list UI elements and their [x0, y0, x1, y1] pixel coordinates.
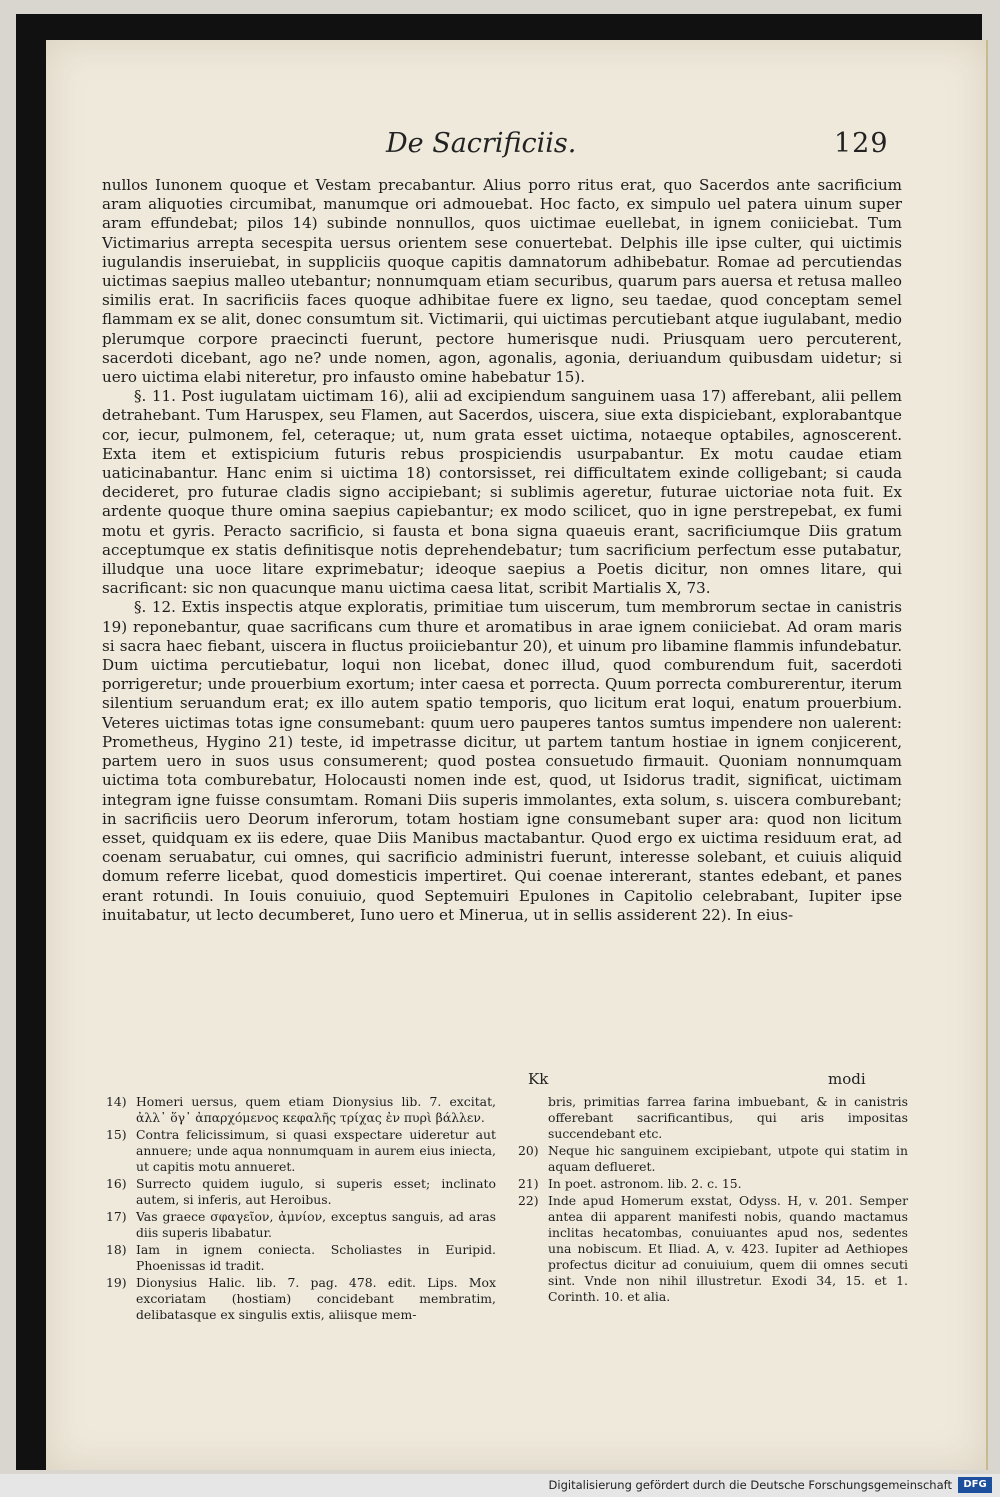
footnote-text: Homeri uersus, quem etiam Dionysius lib. 7. excitat, ἀλλ᾽ ὅγ᾽ ἀπαρχόμενος κεφαλῆς τρίχας ἐν πυρὶ βάλλεν.: [136, 1094, 496, 1125]
footnote: [106, 1209, 496, 1241]
footnote-text: Contra felicissimum, si quasi exspectare uideretur aut annuere; unde aqua nonnumquam in aurem eius iniecta, ut capitis motu annueret.: [136, 1127, 496, 1174]
paragraph-1: nullos Iunonem quoque et Vestam precabantur. Alius porro ritus erat, quo Sacerdos ante sacrificium aram aliquoties circumibat, manumque ori admouebat. Hoc facto, ex simpulo uel patera uinum super aram effundebat; pilos 14) subinde nonnullos, quos uictimae euellebat, in ignem coniiciebat. Tum Victimarius arrepta secespita uersus orientem sese conuertebat. Delphis ille ipse culter, qui uictimis iugulandis inseruiebat, in suppliciis quoque capitis damnatorum adhibebatur. Romae ad percutiendas uictimas saepius malleo utebantur; nonnumquam etiam securibus, quarum pars auersa et retusa malleo similis erat. In sacrificiis faces quoque adhibitae fuere ex ligno, seu taedae, quod conceptam semel flammam ex se alit, donec consumtum sit. Victimarii, qui uictimas percutiebant atque iugulabant, medio plerumque corpore praecincti fuerunt, pectore humerisque nudi. Priusquam uero percuterent, sacerdoti dicebant, ago ne? unde nomen, agon, agonalis, agonia, deriuandum quibusdam uidetur; si uero uictima elabi niteretur, pro infausto omine habebatur 15).: [102, 176, 902, 387]
dfg-logo-icon: DFG: [958, 1477, 992, 1493]
scan-frame: [16, 14, 982, 1470]
footnote-text: bris, primitias farrea farina imbuebant, & in canistris offerebant sacrificantibus, qui aris impositas succendebant etc.: [548, 1094, 908, 1141]
footnote: [518, 1094, 908, 1142]
running-header: [46, 128, 986, 168]
footnote: [518, 1193, 908, 1305]
footnote-number: [518, 1094, 548, 1142]
footnote-number: 20): [518, 1143, 539, 1158]
footnote-text: Neque hic sanguinem excipiebant, utpote qui statim in aquam deflueret.: [548, 1143, 908, 1174]
book-page: [46, 40, 988, 1470]
signature-mark: Kk: [528, 1070, 549, 1088]
footnote: [106, 1275, 496, 1323]
footnote-number: 15): [106, 1127, 127, 1142]
funding-notice: Digitalisierung gefördert durch die Deutsche Forschungsgemeinschaft: [548, 1478, 952, 1492]
footnote-text: Surrecto quidem iugulo, si superis esset; inclinato autem, si inferis, aut Heroibus.: [136, 1176, 496, 1207]
footnote-number: 18): [106, 1242, 127, 1257]
footnote: [106, 1127, 496, 1175]
footnote-number: 16): [106, 1176, 127, 1191]
footnote-number: 21): [518, 1176, 539, 1191]
footnote: [518, 1176, 908, 1192]
footnote: [106, 1094, 496, 1126]
main-text: [102, 176, 902, 925]
paragraph-section-12: §. 12. Extis inspectis atque exploratis, primitiae tum uiscerum, tum membrorum sectae in canistris 19) reponebantur, quae sacrificans cum thure et aromatibus in arae ignem coniiciebat. Ad oram maris si sacra haec fiebant, uiscera in fluctus proiiciebantur 20), et uinum pro libamine flammis infundebatur. Dum uictima percutiebatur, loqui non licebat, donec illud, quod comburendum fuit, sacerdoti porrigeretur; unde prouerbium exortum; inter caesa et porrecta. Quum porrecta comburerentur, iterum silentium seruandum erat; ex illo autem spatio temporis, quo licitum erat loqui, enatum prouerbium. Veteres uictimas totas igne consumebant: quum uero pauperes tantos sumtus impendere non ualerent: Prometheus, Hygino 21) teste, id impetrasse dicitur, ut partem tantum hostiae in ignem conjicerent, partem uero in suos usus consumerent; quod postea consuetudo firmauit. Quoniam nonnumquam uictima tota comburebatur, Holocausti nomen inde est, quod, ut Isidorus tradit, significat, uictimam integram igne fuisse consumtam. Romani Diis superis immolantes, exta solum, s. uiscera comburebant; in sacrificiis uero Deorum inferorum, totam hostiam igne consumebant super ara: quod non licitum esset, quidquam ex iis edere, quae Diis Manibus mactabantur. Quod ergo ex uictima residuum erat, ad coenam seruabatur, cui omnes, qui sacrificio administri fuerunt, interesse solebant, et cuiuis aliquid domum referre licebat, quod domesticis impertiret. Qui coenae intererant, stantes edebant, et panes erant rotundi. In Iouis conuiuio, quod Septemuiri Epulones in Capitolio celebrabant, Iupiter ipse inuitabatur, ut lecto decumberet, Iuno uero et Minerua, ut in sellis assiderent 22). In eius-: [102, 598, 902, 924]
footnote-text: Inde apud Homerum exstat, Odyss. H, v. 201. Semper antea dii apparent manifesti nobis, quando mactamus inclitas hecatombas, conuiuantes apud nos, sedentes una nobiscum. Et Iliad. A, v. 423. Iupiter ad Aethiopes profectus dicitur ad conuiuium, quem dii omnes secuti sint. Vnde non nihil illustretur. Exodi 34, 15. et 1. Corinth. 10. et alia.: [548, 1193, 908, 1304]
footnote-number: 19): [106, 1275, 127, 1290]
footnote-text: In poet. astronom. lib. 2. c. 15.: [548, 1176, 742, 1191]
catchword: modi: [828, 1070, 866, 1088]
footnote: [106, 1176, 496, 1208]
footnote-text: Iam in ignem coniecta. Scholiastes in Euripid. Phoenissas id tradit.: [136, 1242, 496, 1273]
paragraph-section-11: §. 11. Post iugulatam uictimam 16), alii ad excipiendum sanguinem uasa 17) afferebant, alii pellem detrahebant. Tum Haruspex, seu Flamen, aut Sacerdos, uiscera, siue exta dispiciebant, explorabantque cor, iecur, pulmonem, fel, ceteraque; ut, num grata esset uictima, notaeque optabiles, agnoscerent. Exta item et extispicium futuris rebus prospiciendis usurpabantur. Ex motu caudae etiam uaticinabantur. Hanc enim si uictima 18) contorsisset, rei difficultatem exinde colligebant; si cauda decideret, pro futurae cladis signo accipiebant; si sublimis ageretur, futurae uictoriae nota fuit. Ex ardente quoque thure omina saepius capiebantur; ex modo scilicet, quo in igne perstrepebat, ex fumi motu et gyris. Peracto sacrificio, si fausta et bona signa quaeuis erant, sacrificiumque Diis gratum acceptumque ex statis definitisque notis deprehendebatur; tum sacrificium perfectum esse putabatur, illudque una uoce litare exprimebatur; ideoque saepius a Poetis dicitur, non omnes litare, qui sacrificant: sic non quacunque manu uictima caesa litat, scribit Martialis X, 73.: [102, 387, 902, 598]
footnotes-left-column: [106, 1094, 496, 1324]
footnote-text: Dionysius Halic. lib. 7. pag. 478. edit. Lips. Mox excoriatam (hostiam) concidebant membratim, delibatasque ex singulis extis, aliisque mem-: [136, 1275, 496, 1322]
footnote-number: 22): [518, 1193, 539, 1208]
footnote-text: Vas graece σφαγεῖον, ἀμνίον, exceptus sanguis, ad aras diis superis libabatur.: [136, 1209, 496, 1240]
footnote-number: 14): [106, 1094, 127, 1109]
digitization-footer: [0, 1474, 1000, 1497]
footnotes-right-column: [518, 1094, 908, 1306]
footnote-number: 17): [106, 1209, 127, 1224]
page-number: 129: [834, 128, 889, 159]
footnote: [106, 1242, 496, 1274]
running-title: De Sacrificiis.: [386, 128, 577, 159]
footnote: [518, 1143, 908, 1175]
